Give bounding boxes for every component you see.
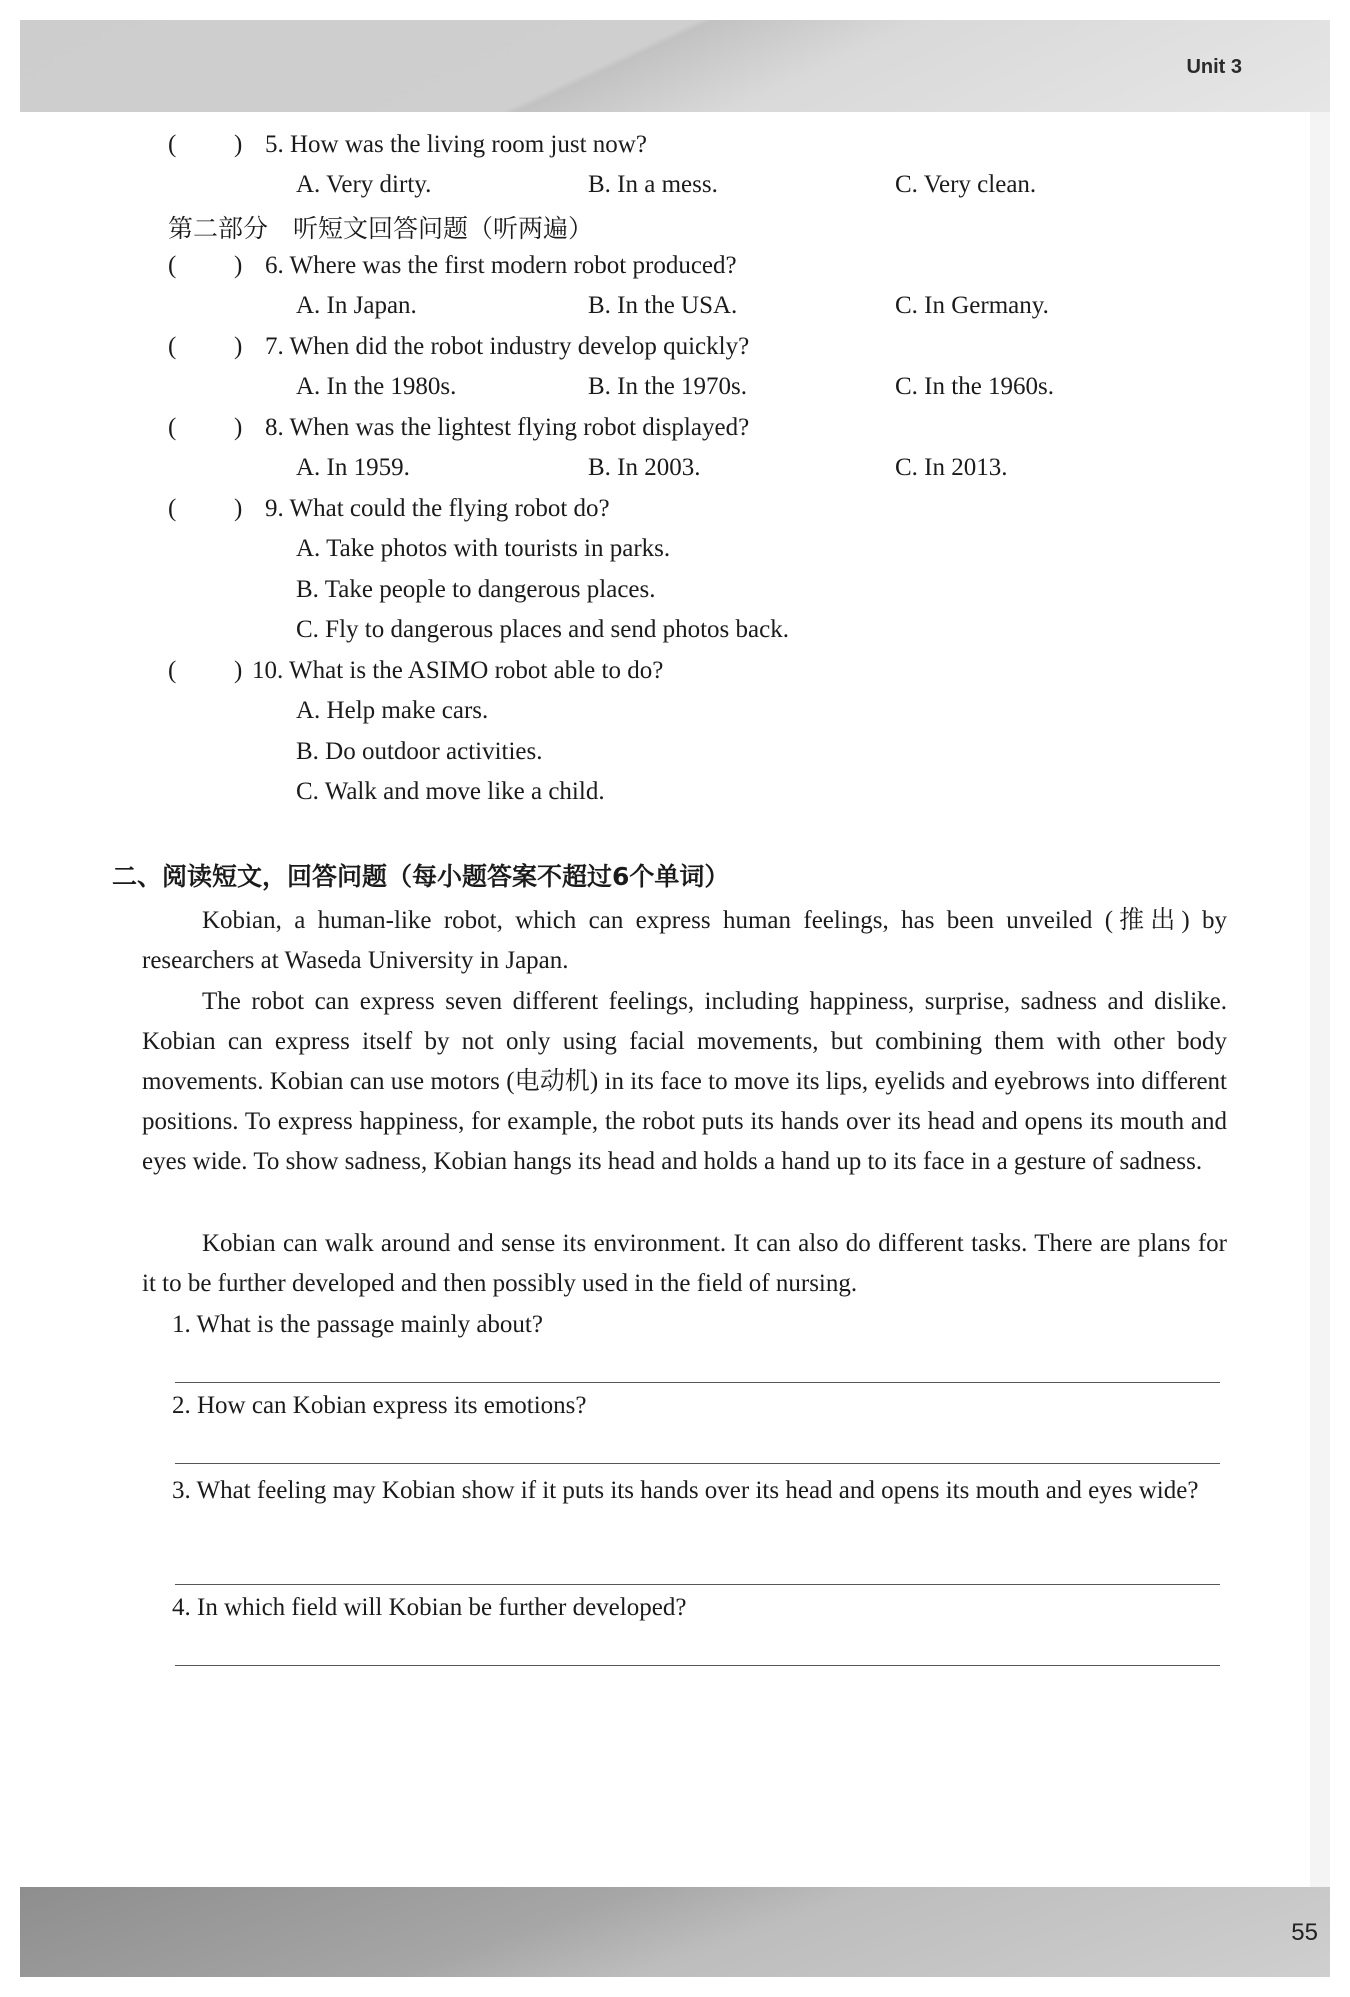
- answer-bracket-close[interactable]: ): [234, 414, 243, 441]
- passage-paragraph-3: [142, 1224, 1227, 1304]
- footer-band: [20, 1887, 1330, 1977]
- answer-line-1[interactable]: [175, 1382, 1220, 1383]
- option-a: A. Take photos with tourists in parks.: [296, 535, 671, 562]
- option-a: A. In the 1980s.: [296, 373, 457, 400]
- reading-question-2: 2. How can Kobian express its emotions?: [172, 1392, 587, 1419]
- paragraph-text: The robot can express seven different feelings, including happiness, surprise, sadness and dislike. Kobian can express itself by not only using facial movements, but combining them with other body movements. Kobian can use motors (电动机) in its face to move its lips, eyelids and eyebrows into different positions. To express happiness, for example, the robot puts its hands over its head and opens its mouth and eyes wide. To show sadness, Kobian hangs its head and holds a hand up to its face in a gesture of sadness.: [142, 988, 1227, 1175]
- option-a: A. Very dirty.: [296, 171, 432, 198]
- option-c: C. Walk and move like a child.: [296, 778, 605, 805]
- option-c: C. Very clean.: [895, 171, 1037, 198]
- option-c: C. In 2013.: [895, 454, 1008, 481]
- reading-question-4: 4. In which field will Kobian be further developed?: [172, 1594, 687, 1621]
- option-c: C. In the 1960s.: [895, 373, 1055, 400]
- option-c: C. In Germany.: [895, 292, 1049, 319]
- answer-bracket-close[interactable]: ): [234, 252, 243, 279]
- answer-bracket-open[interactable]: (: [168, 495, 177, 522]
- page-number: 55: [1291, 1919, 1318, 1946]
- option-b: B. In a mess.: [588, 171, 718, 198]
- answer-bracket-open[interactable]: (: [168, 657, 177, 684]
- option-b: B. In 2003.: [588, 454, 701, 481]
- question-text: 9. What could the flying robot do?: [265, 495, 610, 522]
- option-a: A. In Japan.: [296, 292, 417, 319]
- answer-bracket-close[interactable]: ): [234, 131, 243, 158]
- paragraph-text: Kobian can walk around and sense its environment. It can also do different tasks. There are plans for it to be further developed and then possibly used in the field of nursing.: [142, 1230, 1227, 1297]
- option-b: B. Take people to dangerous places.: [296, 576, 656, 603]
- option-a: A. In 1959.: [296, 454, 410, 481]
- option-b: B. In the USA.: [588, 292, 738, 319]
- option-b: B. Do outdoor activities.: [296, 738, 543, 765]
- question-text: 10. What is the ASIMO robot able to do?: [252, 657, 664, 684]
- option-b: B. In the 1970s.: [588, 373, 748, 400]
- question-text: 8. When was the lightest flying robot displayed?: [265, 414, 750, 441]
- passage-paragraph-1: [142, 901, 1227, 981]
- unit-label: Unit 3: [1186, 56, 1242, 78]
- answer-bracket-close[interactable]: ): [234, 333, 243, 360]
- paragraph-text: Kobian, a human-like robot, which can express human feelings, has been unveiled (推出) by researchers at Waseda University in Japan.: [142, 907, 1227, 974]
- passage-paragraph-2: [142, 982, 1227, 1182]
- part-two-title: 第二部分 听短文回答问题（听两遍）: [168, 216, 594, 243]
- question-text: 7. When did the robot industry develop quickly?: [265, 333, 750, 360]
- answer-bracket-close[interactable]: ): [234, 657, 243, 684]
- header-band: [20, 20, 1330, 112]
- answer-bracket-open[interactable]: (: [168, 252, 177, 279]
- answer-bracket-close[interactable]: ): [234, 495, 243, 522]
- reading-section-title: 二、阅读短文，回答问题（每小题答案不超过6个单词）: [112, 862, 730, 891]
- option-a: A. Help make cars.: [296, 697, 489, 724]
- option-c: C. Fly to dangerous places and send photos back.: [296, 616, 789, 643]
- reading-question-3: 3. What feeling may Kobian show if it puts its hands over its head and opens its mouth and eyes wide?: [172, 1477, 1199, 1504]
- question-text: 5. How was the living room just now?: [265, 131, 647, 158]
- answer-line-2[interactable]: [175, 1463, 1220, 1464]
- answer-bracket-open[interactable]: (: [168, 131, 177, 158]
- question-text: 6. Where was the first modern robot produced?: [265, 252, 737, 279]
- answer-line-3[interactable]: [175, 1584, 1220, 1585]
- reading-question-1: 1. What is the passage mainly about?: [172, 1311, 543, 1338]
- answer-bracket-open[interactable]: (: [168, 333, 177, 360]
- answer-line-4[interactable]: [175, 1665, 1220, 1666]
- answer-bracket-open[interactable]: (: [168, 414, 177, 441]
